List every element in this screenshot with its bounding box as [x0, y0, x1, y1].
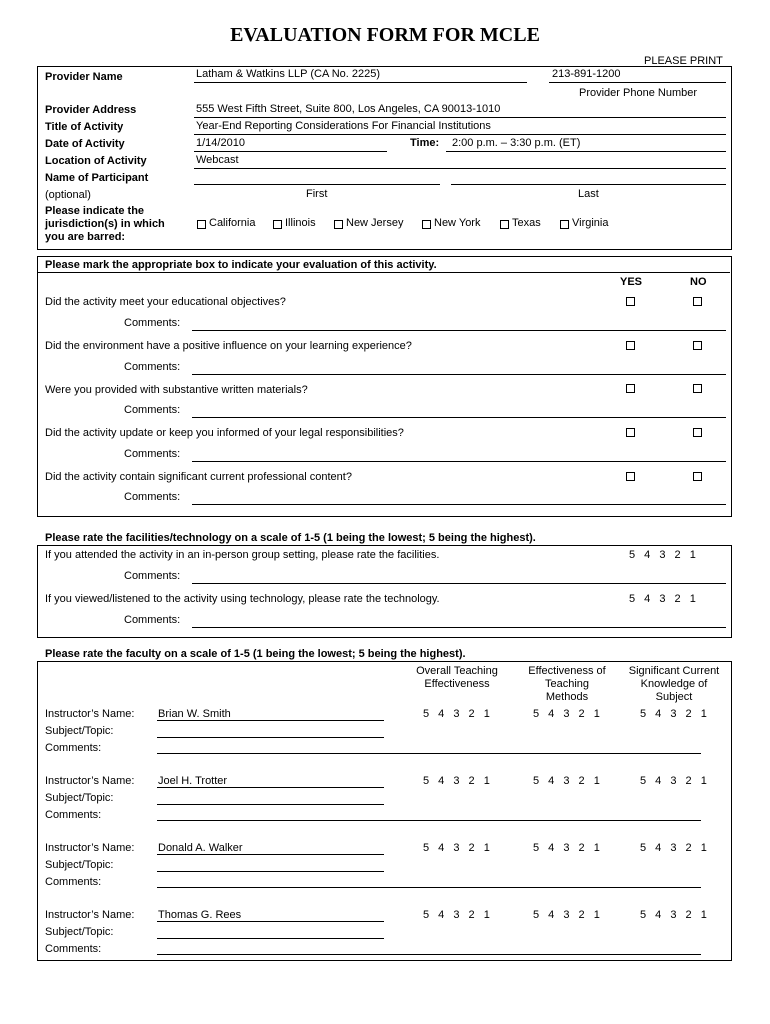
facilities-comments-line-2[interactable] [192, 627, 726, 628]
illinois-label: Illinois [285, 217, 316, 229]
illinois-checkbox[interactable] [273, 220, 282, 229]
instructor-2-rating-methods[interactable]: 5 4 3 2 1 [533, 775, 600, 787]
faculty-instruction: Please rate the faculty on a scale of 1-5 (1 being the lowest; 5 being the highest). [45, 648, 466, 660]
new-jersey-checkbox[interactable] [334, 220, 343, 229]
question-2-comments-line[interactable] [192, 374, 726, 375]
new-york-checkbox[interactable] [422, 220, 431, 229]
question-5-comments-line[interactable] [192, 504, 726, 505]
activity-title-value[interactable]: Year-End Reporting Considerations For Financial Institutions [196, 120, 491, 132]
col-knowledge-1: Significant Current [628, 665, 720, 677]
instructor-3-subject-line[interactable] [157, 871, 384, 872]
facilities-question-2: If you viewed/listened to the activity using technology, please rate the technology. [45, 593, 440, 605]
question-2: Did the environment have a positive influence on your learning experience? [45, 340, 412, 352]
form-title: EVALUATION FORM FOR MCLE [230, 24, 540, 46]
provider-name-label: Provider Name [45, 71, 123, 83]
col-methods-3: Methods [545, 691, 589, 703]
question-1-comments-line[interactable] [192, 330, 726, 331]
instructor-4-subject-line[interactable] [157, 938, 384, 939]
question-4-no-checkbox[interactable] [693, 428, 702, 437]
faculty-section [37, 661, 732, 961]
col-methods-1: Effectiveness of [528, 665, 606, 677]
yes-column-header: YES [620, 276, 643, 288]
california-label: California [209, 217, 256, 229]
question-4: Did the activity update or keep you informed of your legal responsibilities? [45, 427, 404, 439]
activity-date-label: Date of Activity [45, 138, 125, 150]
participant-last-line[interactable] [451, 184, 726, 185]
instructor-3-name-label: Instructor’s Name: [45, 842, 135, 854]
question-5-no-checkbox[interactable] [693, 472, 702, 481]
activity-date-line [194, 151, 387, 152]
participant-last-label: Last [578, 188, 599, 200]
instructor-1-rating-overall[interactable]: 5 4 3 2 1 [423, 708, 490, 720]
question-3-no-checkbox[interactable] [693, 384, 702, 393]
activity-title-line [194, 134, 726, 135]
facilities-comments-line-1[interactable] [192, 583, 726, 584]
participant-optional-label: (optional) [45, 189, 91, 201]
instructor-3-rating-methods[interactable]: 5 4 3 2 1 [533, 842, 600, 854]
instructor-1-subject-line[interactable] [157, 737, 384, 738]
question-3-yes-checkbox[interactable] [626, 384, 635, 393]
jurisdiction-label-2: jurisdiction(s) in which [45, 218, 165, 230]
facilities-comments-label-1: Comments: [124, 570, 181, 582]
new-jersey-label: New Jersey [346, 217, 404, 229]
instructor-3-rating-knowledge[interactable]: 5 4 3 2 1 [640, 842, 707, 854]
question-4-comments-line[interactable] [192, 461, 726, 462]
provider-phone-label: Provider Phone Number [579, 87, 698, 99]
question-3-comments-line[interactable] [192, 417, 726, 418]
provider-phone-line [549, 82, 726, 83]
question-1-yes-checkbox[interactable] [626, 297, 635, 306]
new-york-label: New York [434, 217, 481, 229]
facilities-rating-1[interactable]: 5 4 3 2 1 [629, 549, 696, 561]
instructor-1-name-line [157, 720, 384, 721]
question-4-comments-label: Comments: [124, 448, 181, 460]
col-methods-2: Teaching [544, 678, 590, 690]
provider-address-value[interactable]: 555 West Fifth Street, Suite 800, Los Angeles, CA 90013-1010 [196, 103, 501, 115]
california-checkbox[interactable] [197, 220, 206, 229]
question-2-no-checkbox[interactable] [693, 341, 702, 350]
question-1: Did the activity meet your educational objectives? [45, 296, 286, 308]
instructor-4-name-line [157, 921, 384, 922]
activity-title-label: Title of Activity [45, 121, 124, 133]
col-overall-teaching-1: Overall Teaching [416, 665, 498, 677]
activity-date-value[interactable]: 1/14/2010 [196, 137, 245, 149]
question-4-yes-checkbox[interactable] [626, 428, 635, 437]
activity-time-label: Time: [410, 137, 440, 149]
virginia-label: Virginia [572, 217, 609, 229]
instructor-4-rating-knowledge[interactable]: 5 4 3 2 1 [640, 909, 707, 921]
question-5-yes-checkbox[interactable] [626, 472, 635, 481]
activity-location-line [194, 168, 726, 169]
instructor-1-name[interactable]: Brian W. Smith [158, 708, 231, 720]
instructor-3-comments-label: Comments: [45, 876, 102, 888]
facilities-rating-2[interactable]: 5 4 3 2 1 [629, 593, 696, 605]
instructor-3-name-line [157, 854, 384, 855]
instructor-1-comments-label: Comments: [45, 742, 102, 754]
question-2-yes-checkbox[interactable] [626, 341, 635, 350]
question-5: Did the activity contain significant current professional content? [45, 471, 352, 483]
virginia-checkbox[interactable] [560, 220, 569, 229]
instructor-2-name-label: Instructor’s Name: [45, 775, 135, 787]
instructor-3-rating-overall[interactable]: 5 4 3 2 1 [423, 842, 490, 854]
instructor-4-name[interactable]: Thomas G. Rees [158, 909, 242, 921]
instructor-2-subject-line[interactable] [157, 804, 384, 805]
facilities-instruction: Please rate the facilities/technology on a scale of 1-5 (1 being the lowest; 5 being the highest). [45, 532, 536, 544]
instructor-4-rating-overall[interactable]: 5 4 3 2 1 [423, 909, 490, 921]
instructor-3-comments-line[interactable] [157, 887, 701, 888]
participant-first-label: First [306, 188, 328, 200]
question-1-no-checkbox[interactable] [693, 297, 702, 306]
provider-name-line [194, 82, 527, 83]
facilities-question-1: If you attended the activity in an in-person group setting, please rate the facilities. [45, 549, 440, 561]
activity-location-label: Location of Activity [45, 155, 147, 167]
instructor-1-comments-line[interactable] [157, 753, 701, 754]
instructor-4-subject-label: Subject/Topic: [45, 926, 114, 938]
question-3: Were you provided with substantive written materials? [45, 384, 308, 396]
instructor-4-rating-methods[interactable]: 5 4 3 2 1 [533, 909, 600, 921]
instructor-2-rating-overall[interactable]: 5 4 3 2 1 [423, 775, 490, 787]
question-1-comments-label: Comments: [124, 317, 181, 329]
instructor-2-rating-knowledge[interactable]: 5 4 3 2 1 [640, 775, 707, 787]
facilities-comments-label-2: Comments: [124, 614, 181, 626]
provider-phone-value[interactable]: 213-891-1200 [552, 68, 621, 80]
jurisdiction-label-1: Please indicate the [45, 205, 145, 217]
col-overall-teaching-2: Effectiveness [424, 678, 490, 690]
provider-name-value[interactable]: Latham & Watkins LLP (CA No. 2225) [196, 68, 381, 80]
col-knowledge-3: Subject [655, 691, 693, 703]
instructor-2-comments-line[interactable] [157, 820, 701, 821]
texas-label: Texas [512, 217, 541, 229]
no-column-header: NO [690, 276, 707, 288]
instructor-3-subject-label: Subject/Topic: [45, 859, 114, 871]
evaluation-header-divider [37, 272, 730, 273]
please-print-note: PLEASE PRINT [644, 55, 723, 67]
col-knowledge-2: Knowledge of [640, 678, 708, 690]
instructor-1-rating-methods[interactable]: 5 4 3 2 1 [533, 708, 600, 720]
participant-name-label: Name of Participant [45, 172, 149, 184]
evaluation-instruction: Please mark the appropriate box to indicate your evaluation of this activity. [45, 259, 437, 271]
instructor-3-name[interactable]: Donald A. Walker [158, 842, 243, 854]
texas-checkbox[interactable] [500, 220, 509, 229]
instructor-1-rating-knowledge[interactable]: 5 4 3 2 1 [640, 708, 707, 720]
question-3-comments-label: Comments: [124, 404, 181, 416]
instructor-1-name-label: Instructor’s Name: [45, 708, 135, 720]
activity-time-value[interactable]: 2:00 p.m. – 3:30 p.m. (ET) [452, 137, 581, 149]
instructor-2-comments-label: Comments: [45, 809, 102, 821]
question-2-comments-label: Comments: [124, 361, 181, 373]
instructor-4-comments-label: Comments: [45, 943, 102, 955]
participant-first-line[interactable] [194, 184, 440, 185]
instructor-4-name-label: Instructor’s Name: [45, 909, 135, 921]
activity-time-line [446, 151, 726, 152]
provider-address-label: Provider Address [45, 104, 137, 116]
instructor-1-subject-label: Subject/Topic: [45, 725, 114, 737]
instructor-2-subject-label: Subject/Topic: [45, 792, 114, 804]
jurisdiction-label-3: you are barred: [45, 231, 126, 243]
instructor-2-name-line [157, 787, 384, 788]
activity-location-value[interactable]: Webcast [196, 154, 239, 166]
question-5-comments-label: Comments: [124, 491, 181, 503]
instructor-2-name[interactable]: Joel H. Trotter [158, 775, 228, 787]
instructor-4-comments-line[interactable] [157, 954, 701, 955]
provider-address-line [194, 117, 726, 118]
